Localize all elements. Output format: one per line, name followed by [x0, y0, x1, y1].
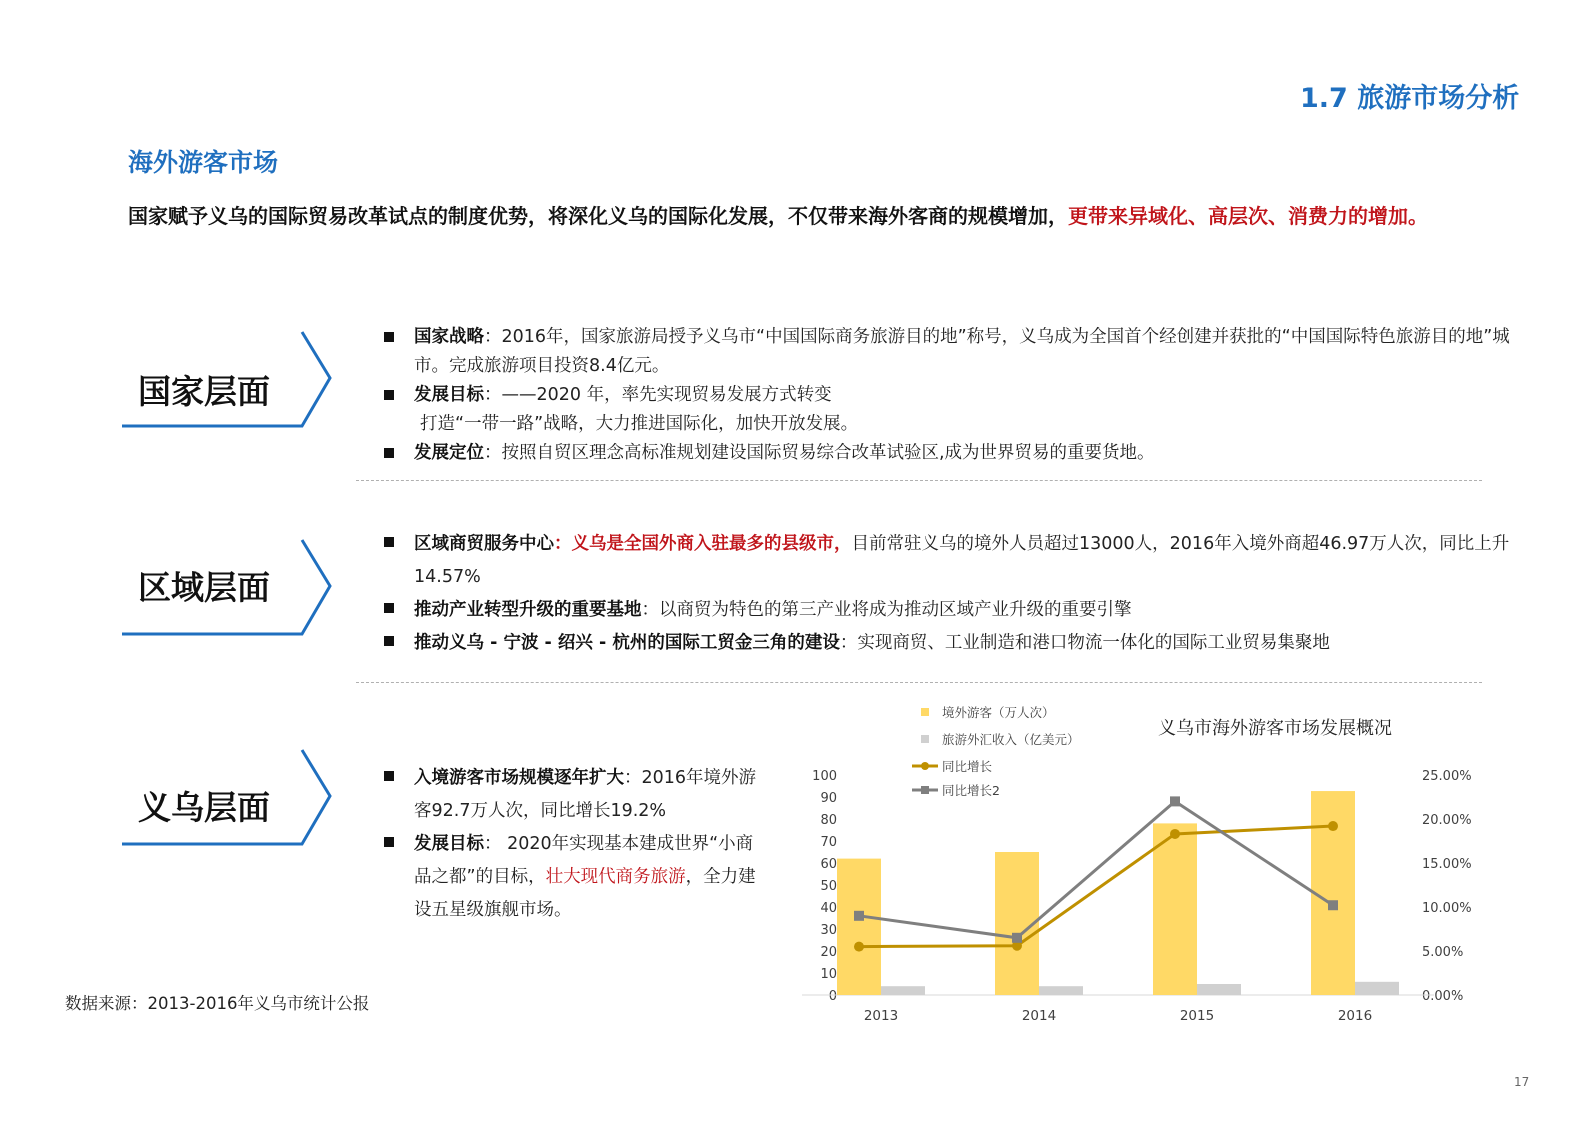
y-left-tick-label: 0	[828, 989, 837, 1004]
chevron-arrow-icon	[120, 538, 340, 638]
page-subtitle: 海外游客市场	[128, 148, 279, 177]
y-left-tick-label: 10	[820, 967, 837, 982]
legend-label: 同比增长2	[942, 783, 1000, 798]
bullet-sep: ：	[484, 327, 502, 347]
bullet-text: 以商贸为特色的第三产业将成为推动区域产业升级的重要引擎	[659, 600, 1132, 620]
list-item	[384, 439, 1529, 468]
level-label-regional: 区域层面	[138, 568, 270, 607]
legend-marker	[921, 786, 929, 794]
y-left-tick-label: 20	[820, 945, 837, 960]
intro-paragraph	[128, 202, 1508, 230]
bullet-key: 发展目标	[414, 385, 484, 405]
line-point	[1328, 900, 1338, 910]
tourism-chart	[800, 700, 1500, 1035]
y-left-tick-label: 100	[812, 769, 837, 784]
bullet-list-yiwu	[384, 762, 769, 927]
bullet-key: 区域商贸服务中心	[414, 534, 554, 554]
bullet-text: ，全力建设五星级旗舰市场。	[414, 867, 756, 920]
data-source: 数据来源：2013-2016年义乌市统计公报	[65, 994, 370, 1013]
bullet-text: 实现商贸、工业制造和港口物流一体化的国际工业贸易集聚地	[857, 633, 1330, 653]
y-left-tick-label: 70	[820, 835, 837, 850]
intro-highlight: 更带来异域化、高层次、消费力的增加。	[1068, 204, 1428, 228]
bullet-highlight: 义乌是全国外商入驻最多的县级市，	[571, 534, 852, 554]
bullet-sep: ：	[484, 385, 502, 405]
bar	[1039, 986, 1083, 995]
bar	[1355, 982, 1399, 995]
legend-label: 旅游外汇收入（亿美元）	[942, 732, 1080, 747]
y-right-tick-label: 5.00%	[1422, 945, 1464, 960]
bullet-text: 目前常驻义乌的境外人员超过13000人，2016年入境外商超46.97万人次，同比上升14.57%	[414, 534, 1510, 587]
chart-title: 义乌市海外游客市场发展概况	[1158, 718, 1392, 739]
line-point	[854, 911, 864, 921]
divider	[356, 682, 1482, 683]
list-item	[384, 323, 1529, 381]
x-tick-label: 2015	[1179, 1008, 1215, 1024]
bullet-text: 按照自贸区理念高标准规划建设国际贸易综合改革试验区,成为世界贸易的重要货地。	[501, 443, 1155, 463]
x-tick-label: 2013	[863, 1008, 899, 1024]
y-right-tick-label: 10.00%	[1422, 901, 1472, 916]
list-item	[384, 381, 1529, 410]
bullet-sep: ：	[484, 443, 502, 463]
y-left-tick-label: 90	[820, 791, 837, 806]
bullet-key: 发展目标	[414, 834, 484, 854]
y-left-tick-label: 60	[820, 857, 837, 872]
bullet-text: 2016年，国家旅游局授予义乌市“中国国际商务旅游目的地”称号，义乌成为全国首个经创建并获批的“中国国际特色旅游目的地”城市。完成旅游项目投资8.4亿元。	[414, 327, 1510, 376]
list-item	[384, 828, 769, 927]
level-label-yiwu: 义乌层面	[138, 788, 270, 827]
bar	[837, 859, 881, 995]
section-title: 1.7 旅游市场分析	[1300, 83, 1520, 114]
intro-text: 国家赋予义乌的国际贸易改革试点的制度优势，将深化义乌的国际化发展，不仅带来海外客商的规模增加，	[128, 204, 1068, 228]
bar	[881, 986, 925, 995]
page-number: 17	[1514, 1075, 1530, 1089]
y-left-tick-label: 30	[820, 923, 837, 938]
y-left-tick-label: 80	[820, 813, 837, 828]
x-tick-label: 2014	[1021, 1008, 1057, 1024]
y-right-tick-label: 20.00%	[1422, 813, 1472, 828]
bar	[1153, 823, 1197, 995]
bullet-key: 发展定位	[414, 443, 484, 463]
legend-swatch	[921, 735, 929, 743]
bullet-text: 2016年境外游客92.7万人次，同比增长19.2%	[414, 768, 757, 821]
bullet-sep: ：	[484, 834, 502, 854]
line-point	[1328, 821, 1338, 831]
bullet-sep: ：	[624, 768, 642, 788]
y-right-tick-label: 25.00%	[1422, 769, 1472, 784]
x-tick-label: 2016	[1337, 1008, 1373, 1024]
bullet-key: 入境游客市场规模逐年扩大	[414, 768, 624, 788]
list-item	[384, 762, 769, 828]
bullet-sep: ：	[839, 633, 858, 653]
legend-label: 同比增长	[942, 759, 993, 774]
line-point	[1170, 829, 1180, 839]
bullet-highlight: 壮大现代商务旅游	[545, 867, 686, 887]
legend-swatch	[921, 708, 929, 716]
bullet-sep: ：	[554, 534, 572, 554]
level-label-national: 国家层面	[138, 372, 270, 411]
line-point	[854, 942, 864, 952]
bullet-key: 推动义乌 - 宁波 - 绍兴 - 杭州的国际工贸金三角的建设	[414, 633, 840, 653]
series-line	[859, 801, 1333, 937]
divider	[356, 480, 1482, 481]
line-point	[1170, 796, 1180, 806]
chevron-arrow-icon	[120, 330, 340, 430]
series-line	[859, 826, 1333, 947]
line-point	[1012, 933, 1022, 943]
bullet-continuation: 打造“一带一路”战略，大力推进国际化，加快开放发展。	[420, 414, 859, 434]
bullet-key: 国家战略	[414, 327, 484, 347]
bullet-text: ——2020 年，率先实现贸易发展方式转变	[501, 385, 832, 405]
y-left-tick-label: 50	[820, 879, 837, 894]
bar	[1197, 984, 1241, 995]
bullet-text: 2020年实现基本建成世界“小商品之都”的目标，	[414, 834, 754, 887]
bullet-list-national	[384, 323, 1529, 468]
y-right-tick-label: 0.00%	[1422, 989, 1464, 1004]
bullet-key: 推动产业转型升级的重要基地	[414, 600, 642, 620]
bullet-sep: ：	[641, 600, 659, 620]
legend-marker	[921, 762, 929, 770]
list-item	[384, 594, 1529, 627]
list-item	[384, 528, 1529, 594]
chevron-arrow-icon	[120, 748, 340, 848]
list-item	[384, 627, 1529, 660]
bullet-list-regional	[384, 528, 1529, 660]
y-right-tick-label: 15.00%	[1422, 857, 1472, 872]
legend-label: 境外游客（万人次）	[942, 705, 1055, 720]
y-left-tick-label: 40	[820, 901, 837, 916]
